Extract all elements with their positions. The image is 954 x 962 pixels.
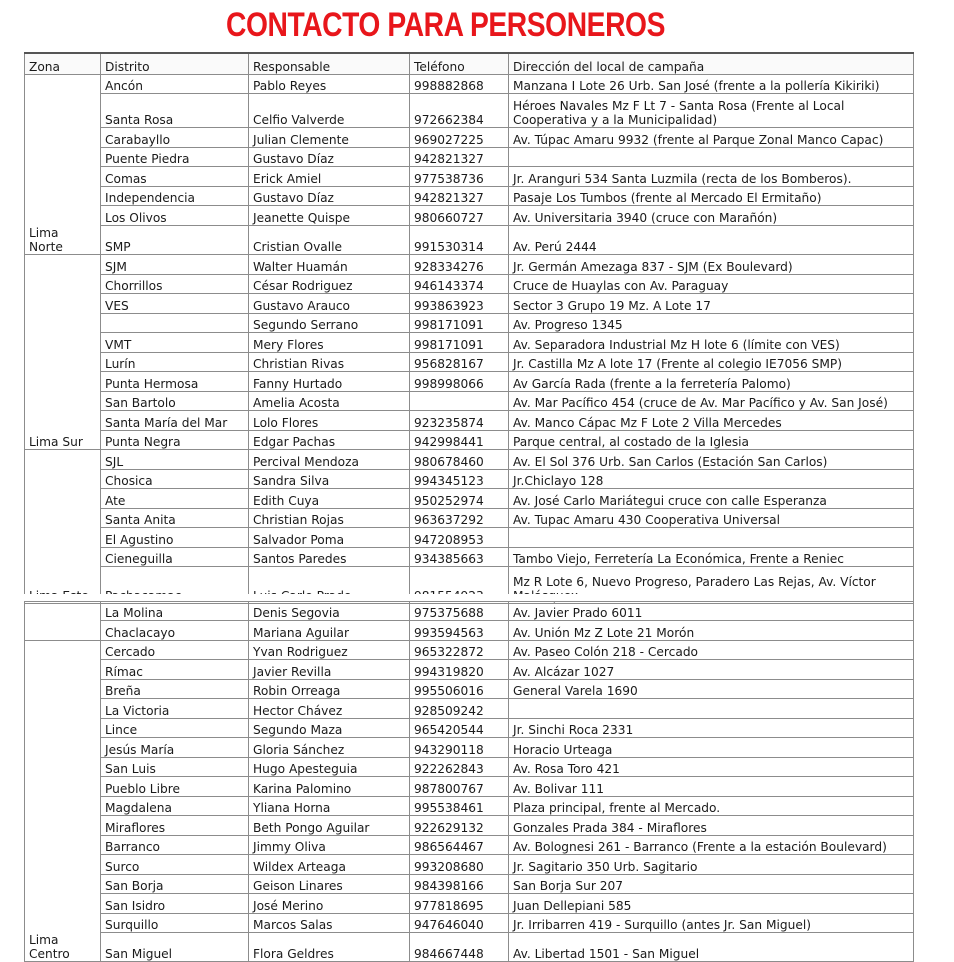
cell-zona — [25, 391, 101, 410]
cell-telefono: 965322872 — [410, 641, 509, 660]
cell-zona: Lima Sur — [25, 430, 101, 449]
cell-distrito: La Molina — [101, 602, 249, 621]
cell-telefono: 956828167 — [410, 352, 509, 371]
cell-distrito: VES — [101, 293, 249, 313]
cell-telefono: 998171091 — [410, 313, 509, 332]
cell-telefono: 986564467 — [410, 836, 509, 855]
cell-zona — [25, 894, 101, 914]
cell-telefono: 943290118 — [410, 738, 509, 758]
table-row — [25, 313, 914, 332]
cell-zona — [25, 699, 101, 719]
cell-responsable: Yvan Rodriguez — [249, 641, 410, 660]
table-row — [25, 508, 914, 527]
cell-telefono: 994319820 — [410, 660, 509, 680]
cell-zona — [25, 371, 101, 391]
header-telefono: Teléfono — [410, 53, 509, 75]
cell-responsable: Segundo Maza — [249, 719, 410, 738]
cell-zona — [25, 816, 101, 836]
cell-zona — [25, 758, 101, 777]
cell-telefono: 947208953 — [410, 527, 509, 547]
cell-direccion — [509, 148, 914, 167]
table-row — [25, 738, 914, 758]
cell-distrito: Los Olivos — [101, 206, 249, 226]
cell-zona — [25, 469, 101, 488]
cell-direccion: Parque central, al costado de la Iglesia — [509, 430, 914, 449]
cell-distrito: Miraflores — [101, 816, 249, 836]
cell-telefono: 993863923 — [410, 293, 509, 313]
cell-direccion — [509, 527, 914, 547]
cell-zona — [25, 449, 101, 469]
cell-zona — [25, 206, 101, 226]
cell-direccion: Jr. Irribarren 419 - Surquillo (antes Jr. San Miguel) — [509, 914, 914, 933]
cell-telefono: 995506016 — [410, 680, 509, 699]
table-row — [25, 680, 914, 699]
cell-distrito: Jesús María — [101, 738, 249, 758]
cell-direccion: Av. Unión Mz Z Lote 21 Morón — [509, 621, 914, 641]
cell-responsable: Celfio Valverde — [249, 94, 410, 128]
cell-distrito: Punta Negra — [101, 430, 249, 449]
cell-direccion: Jr. Sagitario 350 Urb. Sagitario — [509, 855, 914, 875]
cell-zona — [25, 660, 101, 680]
page-title: CONTACTO PARA PERSONEROS — [226, 6, 665, 44]
table-row — [25, 469, 914, 488]
cell-distrito: Carabayllo — [101, 128, 249, 148]
cell-distrito: SMP — [101, 226, 249, 255]
table-row — [25, 148, 914, 167]
cell-zona — [25, 187, 101, 206]
cell-responsable: Hector Chávez — [249, 699, 410, 719]
cell-direccion: Horacio Urteaga — [509, 738, 914, 758]
table-row — [25, 621, 914, 641]
cell-zona — [25, 855, 101, 875]
cell-zona: Lima Centro — [25, 933, 101, 962]
cell-zona — [25, 352, 101, 371]
cell-distrito: Rímac — [101, 660, 249, 680]
table-row — [25, 777, 914, 797]
cell-zona — [25, 836, 101, 855]
table-row — [25, 391, 914, 410]
cell-zona — [25, 94, 101, 128]
cell-direccion: Av. El Sol 376 Urb. San Carlos (Estación San Carlos) — [509, 449, 914, 469]
cell-responsable: Edith Cuya — [249, 488, 410, 508]
cell-zona — [25, 254, 101, 274]
cell-telefono: 977818695 — [410, 894, 509, 914]
cell-direccion: Av. Bolivar 111 — [509, 777, 914, 797]
table-row — [25, 719, 914, 738]
cell-telefono: 963637292 — [410, 508, 509, 527]
cell-direccion: Juan Dellepiani 585 — [509, 894, 914, 914]
cell-direccion: San Borja Sur 207 — [509, 875, 914, 894]
cell-telefono: 984667448 — [410, 933, 509, 962]
cell-direccion: Mz R Lote 6, Nuevo Progreso, Paradero Las Rejas, Av. Víctor — [509, 566, 914, 603]
cell-direccion: Jr. Germán Amezaga 837 - SJM (Ex Boulevard) — [509, 254, 914, 274]
table-row — [25, 758, 914, 777]
cell-responsable: Sandra Silva — [249, 469, 410, 488]
cell-direccion: Tambo Viejo, Ferretería La Económica, Frente a Reniec — [509, 547, 914, 566]
cell-responsable: Mariana Aguilar — [249, 621, 410, 641]
table-row — [25, 894, 914, 914]
cell-responsable: Erick Amiel — [249, 167, 410, 187]
cell-distrito: San Isidro — [101, 894, 249, 914]
cell-distrito: Surquillo — [101, 914, 249, 933]
cell-distrito: Breña — [101, 680, 249, 699]
cell-distrito: Santa María del Mar — [101, 410, 249, 430]
cell-direccion: Av. Rosa Toro 421 — [509, 758, 914, 777]
cell-direccion: Av. Progreso 1345 — [509, 313, 914, 332]
cell-distrito: VMT — [101, 332, 249, 352]
cell-distrito: Cieneguilla — [101, 547, 249, 566]
cell-direccion: Héroes Navales Mz F Lt 7 - Santa Rosa (Frente al Local Cooperativa y a la Municipalidad) — [509, 94, 914, 128]
table-row — [25, 274, 914, 293]
cell-responsable: Christian Rivas — [249, 352, 410, 371]
cell-distrito: Santa Rosa — [101, 94, 249, 128]
cell-telefono: 977538736 — [410, 167, 509, 187]
cell-distrito: Independencia — [101, 187, 249, 206]
cell-direccion: Av. Mar Pacífico 454 (cruce de Av. Mar Pacífico y Av. San José) — [509, 391, 914, 410]
table-row — [25, 293, 914, 313]
cell-distrito — [101, 313, 249, 332]
cell-responsable: Robin Orreaga — [249, 680, 410, 699]
cell-telefono: 991530314 — [410, 226, 509, 255]
cell-zona — [25, 75, 101, 94]
cell-telefono: 995538461 — [410, 797, 509, 816]
cell-distrito: Puente Piedra — [101, 148, 249, 167]
cell-responsable: Gustavo Arauco — [249, 293, 410, 313]
cell-telefono: 972662384 — [410, 94, 509, 128]
cell-direccion: Cruce de Huaylas con Av. Paraguay — [509, 274, 914, 293]
cell-telefono: 947646040 — [410, 914, 509, 933]
cell-zona — [25, 875, 101, 894]
cell-distrito: Lurín — [101, 352, 249, 371]
cell-telefono: 950252974 — [410, 488, 509, 508]
cell-zona — [25, 621, 101, 641]
cell-direccion — [509, 699, 914, 719]
table-row — [25, 875, 914, 894]
cell-zona — [25, 313, 101, 332]
cell-zona — [25, 641, 101, 660]
table-row — [25, 75, 914, 94]
cell-zona — [25, 797, 101, 816]
table-row — [25, 430, 914, 449]
table-row — [25, 94, 914, 128]
table-row — [25, 699, 914, 719]
table-row — [25, 933, 914, 962]
cell-telefono: 942998441 — [410, 430, 509, 449]
cell-distrito: San Borja — [101, 875, 249, 894]
cell-direccion: Av. Javier Prado 6011 — [509, 602, 914, 621]
table-row — [25, 488, 914, 508]
cell-responsable: José Merino — [249, 894, 410, 914]
table-row — [25, 602, 914, 621]
cell-direccion: Av. Libertad 1501 - San Miguel — [509, 933, 914, 962]
cell-telefono: 998171091 — [410, 332, 509, 352]
cell-zona — [25, 410, 101, 430]
cell-responsable: Hugo Apesteguia — [249, 758, 410, 777]
table-row — [25, 206, 914, 226]
cell-direccion: Sector 3 Grupo 19 Mz. A Lote 17 — [509, 293, 914, 313]
cell-distrito: Chaclacayo — [101, 621, 249, 641]
table-row — [25, 371, 914, 391]
cell-responsable: Marcos Salas — [249, 914, 410, 933]
cell-distrito: San Miguel — [101, 933, 249, 962]
cell-zona — [25, 128, 101, 148]
cell-zona — [25, 293, 101, 313]
cell-responsable: Lolo Flores — [249, 410, 410, 430]
contacts-table-continued — [24, 601, 914, 962]
cell-direccion: Av. Bolognesi 261 - Barranco (Frente a la estación Boulevard) — [509, 836, 914, 855]
cell-telefono: 934385663 — [410, 547, 509, 566]
cell-distrito: Magdalena — [101, 797, 249, 816]
table-header-row — [25, 53, 914, 75]
cell-telefono: 998998066 — [410, 371, 509, 391]
cell-zona — [25, 680, 101, 699]
table-row — [25, 332, 914, 352]
cell-responsable: Santos Paredes — [249, 547, 410, 566]
cell-distrito: San Luis — [101, 758, 249, 777]
cell-distrito: SJL — [101, 449, 249, 469]
cell-direccion: Jr. Sinchi Roca 2331 — [509, 719, 914, 738]
cell-zona — [25, 167, 101, 187]
table-row — [25, 797, 914, 816]
cell-zona — [25, 508, 101, 527]
cell-responsable: Walter Huamán — [249, 254, 410, 274]
cell-telefono: 922629132 — [410, 816, 509, 836]
cell-telefono: 969027225 — [410, 128, 509, 148]
cell-zona — [25, 332, 101, 352]
header-responsable: Responsable — [249, 53, 410, 75]
cell-telefono: 928509242 — [410, 699, 509, 719]
cell-distrito: Santa Anita — [101, 508, 249, 527]
cell-distrito: Barranco — [101, 836, 249, 855]
cell-responsable: César Rodriguez — [249, 274, 410, 293]
cell-responsable: Percival Mendoza — [249, 449, 410, 469]
cell-telefono: 928334276 — [410, 254, 509, 274]
cell-zona — [25, 738, 101, 758]
cell-direccion: General Varela 1690 — [509, 680, 914, 699]
cell-direccion: Av. Perú 2444 — [509, 226, 914, 255]
cell-distrito: El Agustino — [101, 527, 249, 547]
cell-direccion: Jr. Aranguri 534 Santa Luzmila (recta de los Bomberos). — [509, 167, 914, 187]
cell-zona — [25, 274, 101, 293]
cell-telefono: 984398166 — [410, 875, 509, 894]
header-distrito: Distrito — [101, 53, 249, 75]
cell-direccion: Av. Separadora Industrial Mz H lote 6 (límite con VES) — [509, 332, 914, 352]
cell-responsable: Jimmy Oliva — [249, 836, 410, 855]
cell-responsable: Jeanette Quispe — [249, 206, 410, 226]
cell-telefono: 998882868 — [410, 75, 509, 94]
cell-responsable: Edgar Pachas — [249, 430, 410, 449]
header-zona: Zona — [25, 53, 101, 75]
cell-telefono: 993208680 — [410, 855, 509, 875]
table-row — [25, 167, 914, 187]
cell-responsable: Mery Flores — [249, 332, 410, 352]
cell-distrito: Punta Hermosa — [101, 371, 249, 391]
cell-distrito: La Victoria — [101, 699, 249, 719]
cell-zona: Lima Norte — [25, 226, 101, 255]
cell-distrito: Comas — [101, 167, 249, 187]
table-row — [25, 410, 914, 430]
cell-telefono: 942821327 — [410, 187, 509, 206]
table-row — [25, 816, 914, 836]
cell-zona — [25, 488, 101, 508]
cell-responsable: Gustavo Díaz — [249, 148, 410, 167]
table-row — [25, 660, 914, 680]
cell-direccion: Av. Alcázar 1027 — [509, 660, 914, 680]
cell-zona — [25, 527, 101, 547]
table-row — [25, 254, 914, 274]
cell-zona — [25, 547, 101, 566]
cell-responsable: Amelia Acosta — [249, 391, 410, 410]
cell-distrito: Lince — [101, 719, 249, 738]
cell-direccion: Plaza principal, frente al Mercado. — [509, 797, 914, 816]
cell-direccion: Jr.Chiclayo 128 — [509, 469, 914, 488]
cell-responsable: Javier Revilla — [249, 660, 410, 680]
cell-telefono — [410, 391, 509, 410]
cell-responsable: Salvador Poma — [249, 527, 410, 547]
table-row — [25, 547, 914, 566]
cell-telefono: 993594563 — [410, 621, 509, 641]
cell-distrito: Ate — [101, 488, 249, 508]
table-row — [25, 128, 914, 148]
cell-direccion: Av. Tupac Amaru 430 Cooperativa Universal — [509, 508, 914, 527]
cell-responsable: Flora Geldres — [249, 933, 410, 962]
header-direccion: Dirección del local de campaña — [509, 53, 914, 75]
cell-responsable: Gustavo Díaz — [249, 187, 410, 206]
cell-responsable: Pablo Reyes — [249, 75, 410, 94]
cell-responsable: Segundo Serrano — [249, 313, 410, 332]
cell-telefono: 965420544 — [410, 719, 509, 738]
table-row — [25, 226, 914, 255]
cell-responsable: Denis Segovia — [249, 602, 410, 621]
cell-direccion: Pasaje Los Tumbos (frente al Mercado El Ermitaño) — [509, 187, 914, 206]
cell-telefono: 975375688 — [410, 602, 509, 621]
cell-direccion: Av García Rada (frente a la ferretería Palomo) — [509, 371, 914, 391]
cell-zona — [25, 148, 101, 167]
cell-direccion: Jr. Castilla Mz A lote 17 (Frente al colegio IE7056 SMP) — [509, 352, 914, 371]
cell-responsable: Gloria Sánchez — [249, 738, 410, 758]
cell-distrito: San Bartolo — [101, 391, 249, 410]
table-row — [25, 836, 914, 855]
cell-distrito: Chorrillos — [101, 274, 249, 293]
cell-direccion: Manzana I Lote 26 Urb. San José (frente a la pollería Kikiriki) — [509, 75, 914, 94]
cell-telefono: 980678460 — [410, 449, 509, 469]
cell-telefono: 987800767 — [410, 777, 509, 797]
cell-responsable: Julian Clemente — [249, 128, 410, 148]
cell-responsable: Karina Palomino — [249, 777, 410, 797]
cell-responsable: Cristian Ovalle — [249, 226, 410, 255]
cell-direccion: Av. Manco Cápac Mz F Lote 2 Villa Mercedes — [509, 410, 914, 430]
cell-direccion: Av. Túpac Amaru 9932 (frente al Parque Zonal Manco Capac) — [509, 128, 914, 148]
table-row — [25, 914, 914, 933]
cell-telefono: 923235874 — [410, 410, 509, 430]
cell-direccion: Av. Universitaria 3940 (cruce con Marañón) — [509, 206, 914, 226]
cell-direccion: Av. Paseo Colón 218 - Cercado — [509, 641, 914, 660]
cell-telefono: 946143374 — [410, 274, 509, 293]
cell-direccion: Gonzales Prada 384 - Miraflores — [509, 816, 914, 836]
cell-responsable: Fanny Hurtado — [249, 371, 410, 391]
cell-responsable: Wildex Arteaga — [249, 855, 410, 875]
cell-responsable: Beth Pongo Aguilar — [249, 816, 410, 836]
table-row — [25, 527, 914, 547]
cell-zona — [25, 719, 101, 738]
cell-telefono: 942821327 — [410, 148, 509, 167]
table-row — [25, 352, 914, 371]
table-row — [25, 187, 914, 206]
cell-distrito: SJM — [101, 254, 249, 274]
cell-distrito: Ancón — [101, 75, 249, 94]
cell-telefono: 922262843 — [410, 758, 509, 777]
cell-zona — [25, 914, 101, 933]
contacts-table — [24, 52, 914, 604]
table-row — [25, 641, 914, 660]
cell-zona — [25, 602, 101, 621]
cell-responsable: Geison Linares — [249, 875, 410, 894]
cell-direccion: Av. José Carlo Mariátegui cruce con calle Esperanza — [509, 488, 914, 508]
cell-distrito: Pueblo Libre — [101, 777, 249, 797]
cell-responsable: Yliana Horna — [249, 797, 410, 816]
cell-distrito: Chosica — [101, 469, 249, 488]
cell-distrito: Cercado — [101, 641, 249, 660]
cell-responsable: Christian Rojas — [249, 508, 410, 527]
table-row — [25, 855, 914, 875]
table-row — [25, 449, 914, 469]
cell-zona — [25, 777, 101, 797]
cell-telefono: 980660727 — [410, 206, 509, 226]
cell-distrito: Surco — [101, 855, 249, 875]
cell-telefono: 994345123 — [410, 469, 509, 488]
